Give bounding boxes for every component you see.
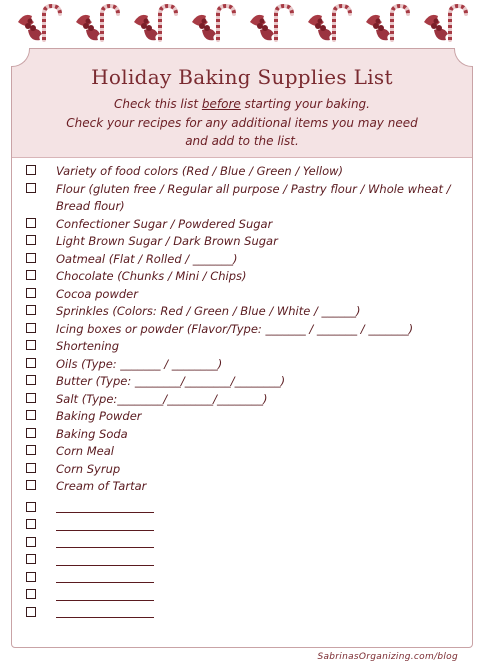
instruction-text: Check this list bbox=[113, 97, 202, 111]
checklist-item bbox=[26, 303, 460, 321]
holly-sprig-icon bbox=[192, 6, 234, 40]
checklist-item bbox=[26, 356, 460, 374]
checkbox[interactable] bbox=[26, 270, 36, 280]
checklist-item-label: Oils (Type: _______ / ________) bbox=[56, 356, 223, 371]
checklist-item-label: Icing boxes or powder (Flavor/Type: _______ / _______ / _______) bbox=[56, 321, 414, 336]
write-in-line[interactable] bbox=[56, 583, 154, 601]
checkbox[interactable] bbox=[26, 393, 36, 403]
holly-candy-cane-border bbox=[0, 0, 480, 44]
holly-sprig-icon bbox=[366, 6, 408, 40]
instruction-text: starting your baking. bbox=[240, 97, 370, 111]
checklist-item bbox=[26, 338, 460, 356]
checkbox[interactable] bbox=[26, 589, 36, 599]
checkbox[interactable] bbox=[26, 183, 36, 193]
checkbox[interactable] bbox=[26, 445, 36, 455]
blank-checklist-item bbox=[26, 496, 460, 514]
checkbox[interactable] bbox=[26, 428, 36, 438]
instruction-line-2: Check your recipes for any additional items you may need bbox=[66, 116, 418, 130]
holly-sprig-icon bbox=[308, 6, 350, 40]
holly-sprig-icon bbox=[424, 6, 466, 40]
checklist-item-label: Flour (gluten free / Regular all purpose / Pastry flour / Whole wheat / Bread flour) bbox=[56, 181, 451, 213]
blank-checklist-item bbox=[26, 531, 460, 549]
holly-sprig-icon bbox=[134, 6, 176, 40]
checklist-item bbox=[26, 321, 460, 339]
checkbox[interactable] bbox=[26, 358, 36, 368]
checklist-item bbox=[26, 461, 460, 479]
page-title: Holiday Baking Supplies List bbox=[91, 65, 393, 89]
checkbox[interactable] bbox=[26, 340, 36, 350]
supplies-checklist bbox=[26, 163, 460, 618]
checkbox[interactable] bbox=[26, 537, 36, 547]
checklist-item-label: Salt (Type:________/________/________) bbox=[56, 391, 268, 406]
checklist-item-label: Butter (Type: ________/________/________) bbox=[56, 374, 286, 388]
write-in-line[interactable] bbox=[56, 496, 154, 514]
checkbox[interactable] bbox=[26, 375, 36, 385]
checklist-item-label: Light Brown Sugar / Dark Brown Sugar bbox=[56, 234, 278, 248]
holly-sprig-icon bbox=[250, 6, 292, 40]
blank-checklist-item bbox=[26, 513, 460, 531]
checkbox[interactable] bbox=[26, 253, 36, 263]
checkbox[interactable] bbox=[26, 480, 36, 490]
checklist-item bbox=[26, 268, 460, 286]
checklist-item bbox=[26, 251, 460, 269]
instruction-line-1 bbox=[12, 97, 472, 111]
checklist-item bbox=[26, 233, 460, 251]
footer-url: SabrinasOrganizing.com/blog bbox=[317, 652, 458, 662]
checklist-item-label: Cocoa powder bbox=[56, 286, 138, 301]
header-panel bbox=[12, 49, 472, 158]
checklist-item bbox=[26, 408, 460, 426]
checklist-item-label: Cream of Tartar bbox=[56, 479, 147, 493]
checklist-item bbox=[26, 391, 460, 409]
checklist-item-label: Chocolate (Chunks / Mini / Chips) bbox=[56, 269, 247, 283]
checklist-item bbox=[26, 373, 460, 391]
write-in-line[interactable] bbox=[56, 566, 154, 584]
checkbox[interactable] bbox=[26, 410, 36, 420]
checkbox[interactable] bbox=[26, 235, 36, 245]
checklist-item-label: Baking Soda bbox=[56, 426, 128, 441]
write-in-line[interactable] bbox=[56, 601, 154, 619]
checkbox[interactable] bbox=[26, 572, 36, 582]
checklist-item-label: Variety of food colors (Red / Blue / Green / Yellow) bbox=[56, 164, 344, 178]
instruction-emphasis: before bbox=[201, 97, 241, 111]
checkbox[interactable] bbox=[26, 519, 36, 529]
blank-checklist-item bbox=[26, 583, 460, 601]
checklist-item bbox=[26, 216, 460, 234]
checklist-item-label: Sprinkles (Colors: Red / Green / Blue / White / ______) bbox=[56, 304, 361, 318]
checklist-item bbox=[26, 181, 460, 216]
checkbox[interactable] bbox=[26, 305, 36, 315]
checkbox[interactable] bbox=[26, 554, 36, 564]
checkbox[interactable] bbox=[26, 607, 36, 617]
checkbox[interactable] bbox=[26, 288, 36, 298]
checklist-item bbox=[26, 426, 460, 444]
write-in-line[interactable] bbox=[56, 513, 154, 531]
checklist-item-label: Oatmeal (Flat / Rolled / _______) bbox=[56, 251, 238, 266]
blank-checklist-item bbox=[26, 601, 460, 619]
blank-checklist-item bbox=[26, 566, 460, 584]
checklist-item-label: Confectioner Sugar / Powdered Sugar bbox=[56, 216, 273, 231]
write-in-line[interactable] bbox=[56, 531, 154, 549]
checklist-item-label: Shortening bbox=[56, 339, 120, 353]
checkbox[interactable] bbox=[26, 218, 36, 228]
checklist-item-label: Corn Syrup bbox=[56, 461, 121, 476]
checklist-item-label: Corn Meal bbox=[56, 444, 114, 458]
checklist-item-label: Baking Powder bbox=[56, 409, 142, 423]
supplies-card bbox=[11, 48, 473, 648]
checkbox[interactable] bbox=[26, 165, 36, 175]
checkbox[interactable] bbox=[26, 502, 36, 512]
checklist-item bbox=[26, 286, 460, 304]
holly-sprig-icon bbox=[76, 6, 118, 40]
checklist-item bbox=[26, 163, 460, 181]
checklist-item bbox=[26, 478, 460, 496]
blank-checklist-item bbox=[26, 548, 460, 566]
write-in-line[interactable] bbox=[56, 548, 154, 566]
checkbox[interactable] bbox=[26, 323, 36, 333]
instruction-line-3: and add to the list. bbox=[185, 134, 299, 148]
checkbox[interactable] bbox=[26, 463, 36, 473]
checklist-item bbox=[26, 443, 460, 461]
holly-sprig-icon bbox=[18, 6, 60, 40]
